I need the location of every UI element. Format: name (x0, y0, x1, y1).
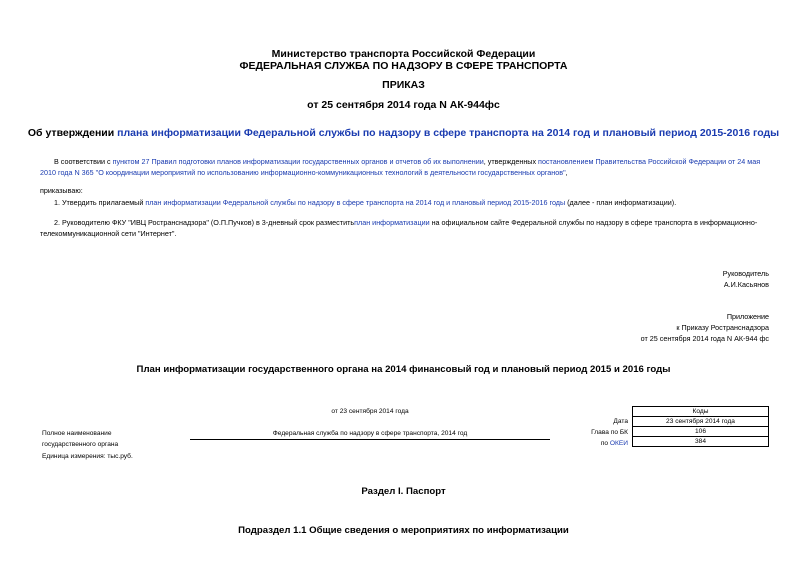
plan-title: План информатизации государственного органа на 2014 финансовый год и плановый период 2015 и 2016 годы (136, 364, 671, 375)
service-heading: ФЕДЕРАЛЬНАЯ СЛУЖБА ПО НАДЗОРУ В СФЕРЕ ТРАНСПОРТА (239, 60, 568, 72)
item1-plan-link[interactable]: план информатизации Федеральной службы по надзору в сфере транспорта на 2014 год и плановый период 2015-2016 годы (145, 198, 566, 207)
item2-plan-link[interactable]: план информатизации (354, 218, 430, 227)
item1-text-2: (далее - план информатизации). (565, 198, 677, 207)
doc-date: от 25 сентября 2014 года N АК-944фс (307, 99, 500, 111)
full-name-label-1: Полное наименование (42, 430, 112, 437)
title-prefix: Об утверждении (27, 127, 118, 139)
okei-link[interactable]: ОКЕИ (609, 440, 628, 447)
full-name-underline (190, 439, 550, 440)
item1-text-1: 1. Утвердить прилагаемый (54, 198, 146, 207)
signature-name: А.И.Касьянов (723, 280, 769, 289)
codes-value-date: 23 сентября 2014 года (633, 417, 769, 427)
subsection-title: Подраздел 1.1 Общие сведения о мероприятиях по информатизации (238, 525, 569, 536)
ministry-heading: Министерство транспорта Российской Федерации (271, 48, 536, 60)
order-word: приказываю: (40, 186, 83, 195)
preamble-rules-link[interactable]: пунктом 27 Правил подготовки планов информатизации государственных органов и отчетов об их выполнении (112, 157, 484, 166)
preamble-text-2: , утвержденных (483, 157, 539, 166)
preamble-decree-link[interactable]: постановлением Правительства Российской Федерации от 24 мая 2010 года N 365 "О координации мероприятий по использованию информационно-коммуникационных технологий в деятельности государственных органов" (40, 157, 761, 177)
codes-table (632, 406, 769, 447)
form-date-line: от 23 сентября 2014 года (331, 408, 409, 415)
codes-value-bk: 106 (633, 427, 769, 437)
codes-row-label-date: Дата (613, 418, 628, 425)
codes-header: Коды (633, 407, 769, 417)
codes-row-label-bk: Глава по БК (591, 429, 628, 436)
appendix-to-order: к Приказу Ространснадзора (676, 323, 769, 332)
unit-label: Единица измерения: тыс.руб. (42, 453, 133, 460)
full-name-value: Федеральная служба по надзору в сфере транспорта, 2014 год (272, 430, 468, 437)
order-item-2 (40, 217, 770, 239)
preamble-paragraph (40, 156, 770, 178)
preamble-text-3: , (565, 168, 568, 177)
item2-text-2: на официальном сайте Федеральной службы по надзору в сфере транспорта в информационно-телекоммуникационной сети "Интернет". (40, 218, 758, 238)
codes-row-label-okei (540, 440, 628, 447)
preamble-text-1: В соответствии с (54, 157, 113, 166)
section-title: Раздел I. Паспорт (361, 486, 446, 497)
okei-prefix: по (600, 440, 610, 447)
order-item-1 (40, 197, 770, 208)
appendix-date: от 25 сентября 2014 года N АК-944 фс (640, 334, 769, 343)
item2-text-1: 2. Руководителю ФКУ "ИВЦ Ространснадзора" (О.П.Пучков) в 3-дневный срок разместить (54, 218, 355, 227)
full-name-label-2: государственного органа (42, 441, 119, 448)
signature-role: Руководитель (722, 269, 769, 278)
document-title (0, 127, 807, 139)
title-plan-link[interactable]: плана информатизации Федеральной службы по надзору в сфере транспорта на 2014 год и плановый период 2015-2016 годы (117, 127, 780, 139)
appendix-label: Приложение (726, 312, 769, 321)
codes-value-okei: 384 (633, 437, 769, 447)
doc-type: ПРИКАЗ (382, 79, 425, 91)
